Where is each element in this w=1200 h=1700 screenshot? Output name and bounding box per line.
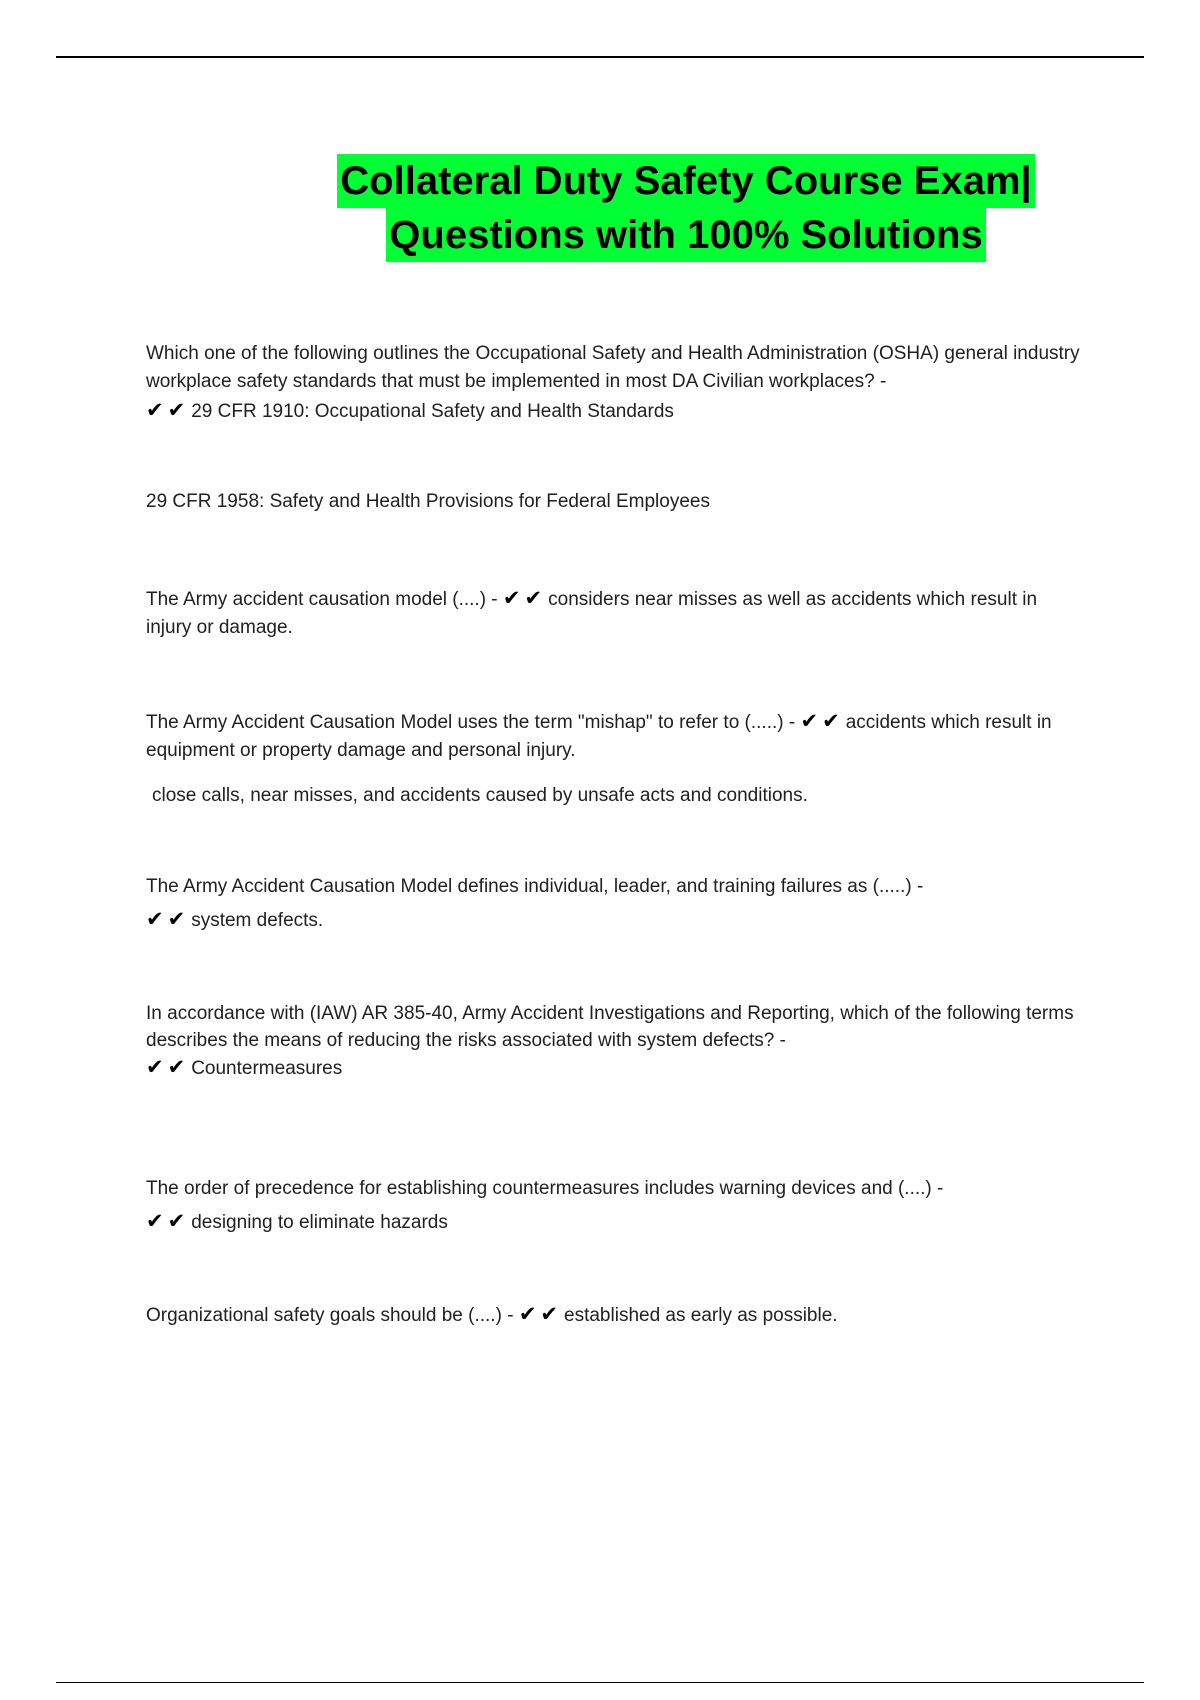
- double-check-icon: ✔✔: [146, 398, 190, 422]
- document-title: [0, 154, 1200, 262]
- question-text: The Army Accident Causation Model defines individual, leader, and training failures as (.....) -: [146, 876, 924, 897]
- title-line-2: Questions with 100% Solutions: [386, 208, 985, 262]
- answer-text: established as early as possible.: [564, 1305, 838, 1326]
- double-check-icon: ✔✔: [146, 1209, 190, 1233]
- question-text: Organizational safety goals should be (....) -: [146, 1305, 514, 1326]
- qa-item-4: [146, 873, 1086, 935]
- qa-item-1: [146, 340, 1086, 426]
- extra-text: close calls, near misses, and accidents caused by unsafe acts and conditions.: [152, 785, 808, 806]
- title-line-1: Collateral Duty Safety Course Exam|: [337, 154, 1034, 208]
- answer-text: designing to eliminate hazards: [191, 1212, 448, 1233]
- qa-item-7: [146, 1300, 1086, 1330]
- question-text: Which one of the following outlines the Occupational Safety and Health Administration (OSHA) general industry workplace safety standards that must be implemented in most DA Civilian workplaces? -: [146, 343, 1080, 392]
- answer-text: 29 CFR 1910: Occupational Safety and Health Standards: [191, 401, 674, 422]
- answer-text: considers near misses as well as accidents which result in injury or damage.: [146, 589, 1038, 638]
- answer-text: accidents which result in equipment or property damage and personal injury.: [146, 712, 1052, 761]
- question-text: In accordance with (IAW) AR 385-40, Army Accident Investigations and Reporting, which of the following terms describes the means of reducing the risks associated with system defects? -: [146, 1003, 1074, 1051]
- question-text: The Army Accident Causation Model uses the term "mishap" to refer to (.....) -: [146, 712, 796, 733]
- qa-item-2: [146, 584, 1086, 642]
- extra-text: 29 CFR 1958: Safety and Health Provisions for Federal Employees: [146, 491, 710, 512]
- answer-text: Countermeasures: [191, 1058, 343, 1079]
- qa-item-1-extra: [146, 488, 1086, 516]
- qa-item-6: [146, 1175, 1086, 1237]
- double-check-icon: ✔✔: [518, 1302, 563, 1326]
- question-text: The Army accident causation model (....) -: [146, 589, 498, 610]
- answer-text: system defects.: [191, 910, 324, 931]
- top-rule: [56, 56, 1144, 58]
- double-check-icon: ✔✔: [146, 907, 190, 931]
- qa-item-3-extra: [152, 782, 1092, 810]
- double-check-icon: ✔✔: [146, 1055, 190, 1079]
- bottom-rule: [56, 1682, 1144, 1683]
- double-check-icon: ✔✔: [502, 586, 547, 610]
- qa-item-3: [146, 707, 1086, 765]
- qa-item-5: [146, 1000, 1086, 1082]
- double-check-icon: ✔✔: [800, 709, 844, 733]
- question-text: The order of precedence for establishing countermeasures includes warning devices and (....) -: [146, 1178, 944, 1199]
